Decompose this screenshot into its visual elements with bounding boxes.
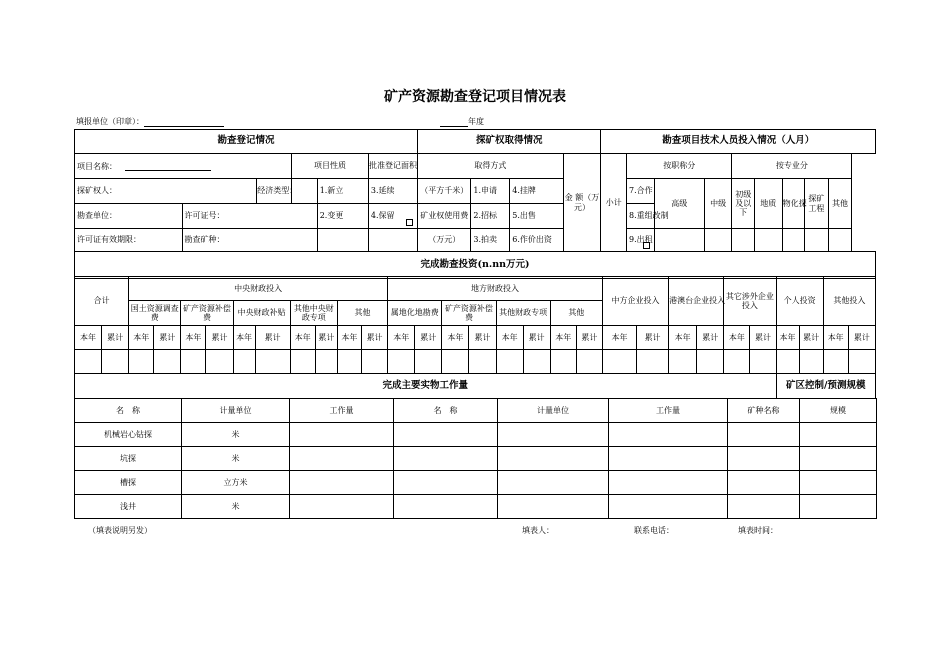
by-title-header: 按职称分 (627, 154, 732, 179)
option-retain[interactable] (368, 204, 417, 229)
this-year-header: 本年 (724, 326, 750, 350)
validity-cell[interactable]: 许可证有效期限： (75, 229, 183, 252)
inv-foreign-header: 其它涉外企业投入 (724, 277, 776, 326)
wl-value-cell[interactable] (728, 423, 800, 447)
survey-unit-cell[interactable]: 勘查单位： (75, 204, 183, 229)
this-year-header: 本年 (442, 326, 469, 350)
footer-time: 填表时间： (738, 526, 778, 535)
cumulative-header: 累计 (415, 326, 442, 350)
project-name-blank[interactable] (125, 161, 211, 171)
wl-value-cell[interactable] (728, 495, 800, 519)
table-row (75, 471, 877, 495)
investment-value-cell[interactable] (469, 350, 496, 374)
option-extend[interactable]: 3.延续 (368, 179, 417, 204)
investment-value-cell[interactable] (848, 350, 875, 374)
this-year-header: 本年 (129, 326, 154, 350)
major-geophys-header: 物化探 (782, 179, 805, 229)
inv-local-survey-header: 属地化地勘费 (388, 301, 442, 326)
blank-2[interactable] (368, 229, 417, 252)
nature-checkbox[interactable] (406, 219, 413, 226)
wl-value-cell[interactable] (498, 447, 609, 471)
wl-unit-header-2: 计量单位 (498, 399, 609, 423)
wl-value-cell[interactable] (609, 495, 728, 519)
reporting-unit (76, 116, 224, 127)
cumulative-header: 累计 (469, 326, 496, 350)
option-lease[interactable] (627, 229, 655, 252)
this-year-header: 本年 (550, 326, 576, 350)
wl-item-unit: 立方米 (182, 471, 290, 495)
wl-value-cell[interactable] (290, 423, 394, 447)
wl-value-cell[interactable] (728, 447, 800, 471)
cumulative-header: 累计 (315, 326, 337, 350)
option-change[interactable]: 2.变更 (317, 204, 368, 229)
investment-value-cell[interactable] (669, 350, 697, 374)
wl-value-cell[interactable] (800, 495, 877, 519)
investment-value-cell[interactable] (823, 350, 848, 374)
inv-other-header: 其他投入 (823, 277, 875, 326)
staff-other-value[interactable] (828, 229, 852, 252)
option-price[interactable]: 6.作价出资 (510, 229, 563, 252)
wl-value-cell[interactable] (394, 423, 498, 447)
investment-value-cell[interactable] (315, 350, 337, 374)
option-retain-label: 4.保留 (370, 211, 395, 221)
investment-value-cell[interactable] (102, 350, 129, 374)
investment-value-cell[interactable] (388, 350, 415, 374)
registration-table (74, 129, 876, 279)
investment-value-cell[interactable] (361, 350, 387, 374)
wl-value-cell[interactable] (498, 495, 609, 519)
option-apply[interactable]: 1.申请 (471, 179, 510, 204)
option-new[interactable]: 1.新立 (317, 179, 368, 204)
inv-hkmt-header: 港澳台企业投入 (669, 277, 724, 326)
investment-value-cell[interactable] (550, 350, 576, 374)
cumulative-header: 累计 (154, 326, 181, 350)
this-year-header: 本年 (496, 326, 523, 350)
investment-value-cell[interactable] (181, 350, 206, 374)
wl-value-cell[interactable] (394, 495, 498, 519)
wl-value-cell[interactable] (290, 447, 394, 471)
workload-header: 完成主要实物工作量 (75, 374, 777, 399)
inv-local-special-header: 其他财政专项 (496, 301, 550, 326)
cumulative-header: 累计 (206, 326, 233, 350)
table-row (75, 447, 877, 471)
investment-value-cell[interactable] (442, 350, 469, 374)
inv-land-survey-header: 国土资源调查费 (129, 301, 181, 326)
footer-filler: 填表人： (522, 526, 554, 535)
inv-special-header: 其他中央财政专项 (290, 301, 337, 326)
staff-geophys-value[interactable] (782, 229, 805, 252)
area-unit-label: （平方千米） (418, 179, 471, 204)
inv-total-header: 合计 (75, 277, 129, 326)
investment-value-cell[interactable] (724, 350, 750, 374)
investment-value-cell[interactable] (697, 350, 724, 374)
investment-value-cell[interactable] (255, 350, 290, 374)
reporting-unit-blank[interactable] (144, 117, 224, 127)
investment-table (74, 276, 876, 399)
this-year-header: 本年 (337, 326, 361, 350)
wl-name-header: 名 称 (75, 399, 182, 423)
econ-type-label: 经济类型： (257, 179, 292, 204)
option-reorg[interactable]: 8.重组改制 (627, 204, 682, 229)
wl-unit-header: 计量单位 (182, 399, 290, 423)
title-middle-header: 中级 (704, 179, 732, 229)
cumulative-header: 累计 (255, 326, 290, 350)
fee-unit-label: （万元） (418, 229, 471, 252)
cumulative-header: 累计 (102, 326, 129, 350)
investment-value-cell[interactable] (75, 350, 102, 374)
mine-fee-label: 矿业权使用费 (418, 204, 471, 229)
wl-value-cell[interactable] (394, 447, 498, 471)
staff-subtotal-header: 小计 (601, 154, 627, 252)
staff-senior-value[interactable] (654, 229, 704, 252)
investment-value-cell[interactable] (206, 350, 233, 374)
inv-local-header: 地方财政投入 (388, 277, 603, 301)
wl-value-cell[interactable] (800, 423, 877, 447)
inv-comp-local-header: 矿产资源补偿费 (442, 301, 496, 326)
option-lease-label: 9.出租 (629, 235, 653, 245)
year-cumulative-row (75, 326, 876, 350)
wl-item-unit: 米 (182, 423, 290, 447)
option-bid[interactable]: 2.招标 (471, 204, 510, 229)
footer-phone: 联系电话： (634, 526, 674, 535)
inv-central-header: 中央财政投入 (129, 277, 388, 301)
cumulative-header: 累计 (750, 326, 776, 350)
staff-junior-value[interactable] (732, 229, 755, 252)
cumulative-header: 累计 (576, 326, 602, 350)
cumulative-header: 累计 (361, 326, 387, 350)
inv-personal-header: 个人投资 (776, 277, 823, 326)
cumulative-header: 累计 (848, 326, 875, 350)
major-other-header: 其他 (828, 179, 852, 229)
wl-value-cell[interactable] (290, 471, 394, 495)
table-row (75, 495, 877, 519)
workload-table (74, 398, 877, 519)
this-year-header: 本年 (290, 326, 315, 350)
cumulative-header: 累计 (523, 326, 550, 350)
amount-header: 金 额（万元） (563, 154, 601, 252)
inv-subsidy-header: 中央财政补贴 (233, 301, 290, 326)
cumulative-header: 累计 (697, 326, 724, 350)
wl-value-cell[interactable] (728, 471, 800, 495)
inv-comp-central-header: 矿产资源补偿费 (181, 301, 233, 326)
inv-soe-header: 中方企业投入 (602, 277, 668, 326)
wl-value-cell[interactable] (609, 447, 728, 471)
major-geology-header: 地质 (754, 179, 782, 229)
wl-value-cell[interactable] (498, 471, 609, 495)
option-listing[interactable]: 4.挂牌 (510, 179, 563, 204)
project-name-label: 项目名称： (77, 161, 117, 171)
wl-item-name: 坑探 (75, 447, 182, 471)
report-year-blank[interactable] (440, 117, 468, 127)
wl-workload-header-2: 工作量 (609, 399, 728, 423)
inv-local-other-header: 其他 (550, 301, 602, 326)
project-nature-header: 项目性质 (292, 154, 369, 179)
right-holder-cell[interactable]: 探矿权人： (75, 179, 257, 204)
section-staff-header: 勘查项目技术人员投入情况（人月） (601, 130, 876, 154)
wl-item-name: 浅井 (75, 495, 182, 519)
wl-value-cell[interactable] (800, 471, 877, 495)
section-rights-header: 探矿权取得情况 (418, 130, 601, 154)
title-senior-header: 高级 (654, 179, 704, 229)
wl-value-cell[interactable] (394, 471, 498, 495)
investment-value-cell[interactable] (637, 350, 669, 374)
reporting-unit-label: 填报单位（印章）： (76, 117, 144, 126)
footer-note: （填表说明另发） (88, 526, 152, 535)
report-year-label: 年度 (468, 117, 484, 126)
this-year-header: 本年 (669, 326, 697, 350)
control-header: 矿区控制/预测规模 (776, 374, 876, 399)
investment-value-cell[interactable] (233, 350, 255, 374)
option-auction[interactable]: 3.拍卖 (471, 229, 510, 252)
approved-area-header: 批准登记面积 (368, 154, 417, 179)
table-row (75, 423, 877, 447)
form-title: 矿产资源勘查登记项目情况表 (384, 89, 566, 105)
cumulative-header: 累计 (799, 326, 823, 350)
wl-item-name: 机械岩心钻探 (75, 423, 182, 447)
staff-geology-value[interactable] (754, 229, 782, 252)
this-year-header: 本年 (602, 326, 636, 350)
investment-value-cell[interactable] (799, 350, 823, 374)
mineral-cell[interactable]: 勘查矿种： (182, 229, 317, 252)
this-year-header: 本年 (233, 326, 255, 350)
wl-name-header-2: 名 称 (394, 399, 498, 423)
wl-value-cell[interactable] (800, 447, 877, 471)
investment-value-cell[interactable] (602, 350, 636, 374)
wl-mineral-name-header: 矿种名称 (728, 399, 800, 423)
investment-value-row (75, 350, 876, 374)
this-year-header: 本年 (75, 326, 102, 350)
obtain-method-header: 取得方式 (418, 154, 563, 179)
staff-eng-value[interactable] (805, 229, 829, 252)
wl-scale-header: 规模 (800, 399, 877, 423)
inv-central-other-header: 其他 (337, 301, 387, 326)
major-eng-header: 探矿工程 (805, 179, 829, 229)
license-no-cell[interactable]: 许可证号： (182, 204, 317, 229)
wl-item-name: 槽探 (75, 471, 182, 495)
by-major-header: 按专业分 (732, 154, 852, 179)
investment-value-cell[interactable] (154, 350, 181, 374)
this-year-header: 本年 (776, 326, 799, 350)
title-junior-header: 初级及以下 (732, 179, 755, 229)
investment-value-cell[interactable] (496, 350, 523, 374)
investment-value-cell[interactable] (576, 350, 602, 374)
cumulative-header: 累计 (637, 326, 669, 350)
investment-value-cell[interactable] (129, 350, 154, 374)
report-year (440, 116, 484, 127)
wl-value-cell[interactable] (498, 423, 609, 447)
investment-value-cell[interactable] (523, 350, 550, 374)
method-checkbox[interactable] (643, 242, 650, 249)
investment-header: 完成勘查投资(n.nn万元) (75, 252, 876, 279)
project-name-cell[interactable] (75, 154, 292, 179)
option-cooperate[interactable]: 7.合作 (627, 179, 655, 204)
this-year-header: 本年 (388, 326, 415, 350)
wl-item-unit: 米 (182, 495, 290, 519)
investment-value-cell[interactable] (337, 350, 361, 374)
investment-value-cell[interactable] (290, 350, 315, 374)
investment-value-cell[interactable] (415, 350, 442, 374)
wl-value-cell[interactable] (609, 471, 728, 495)
wl-value-cell[interactable] (609, 423, 728, 447)
wl-workload-header: 工作量 (290, 399, 394, 423)
wl-value-cell[interactable] (290, 495, 394, 519)
investment-value-cell[interactable] (750, 350, 776, 374)
investment-value-cell[interactable] (776, 350, 799, 374)
this-year-header: 本年 (181, 326, 206, 350)
option-sell[interactable]: 5.出售 (510, 204, 563, 229)
blank-1[interactable] (317, 229, 368, 252)
wl-item-unit: 米 (182, 447, 290, 471)
staff-middle-value[interactable] (704, 229, 732, 252)
this-year-header: 本年 (823, 326, 848, 350)
section-registration-header: 勘查登记情况 (75, 130, 418, 154)
